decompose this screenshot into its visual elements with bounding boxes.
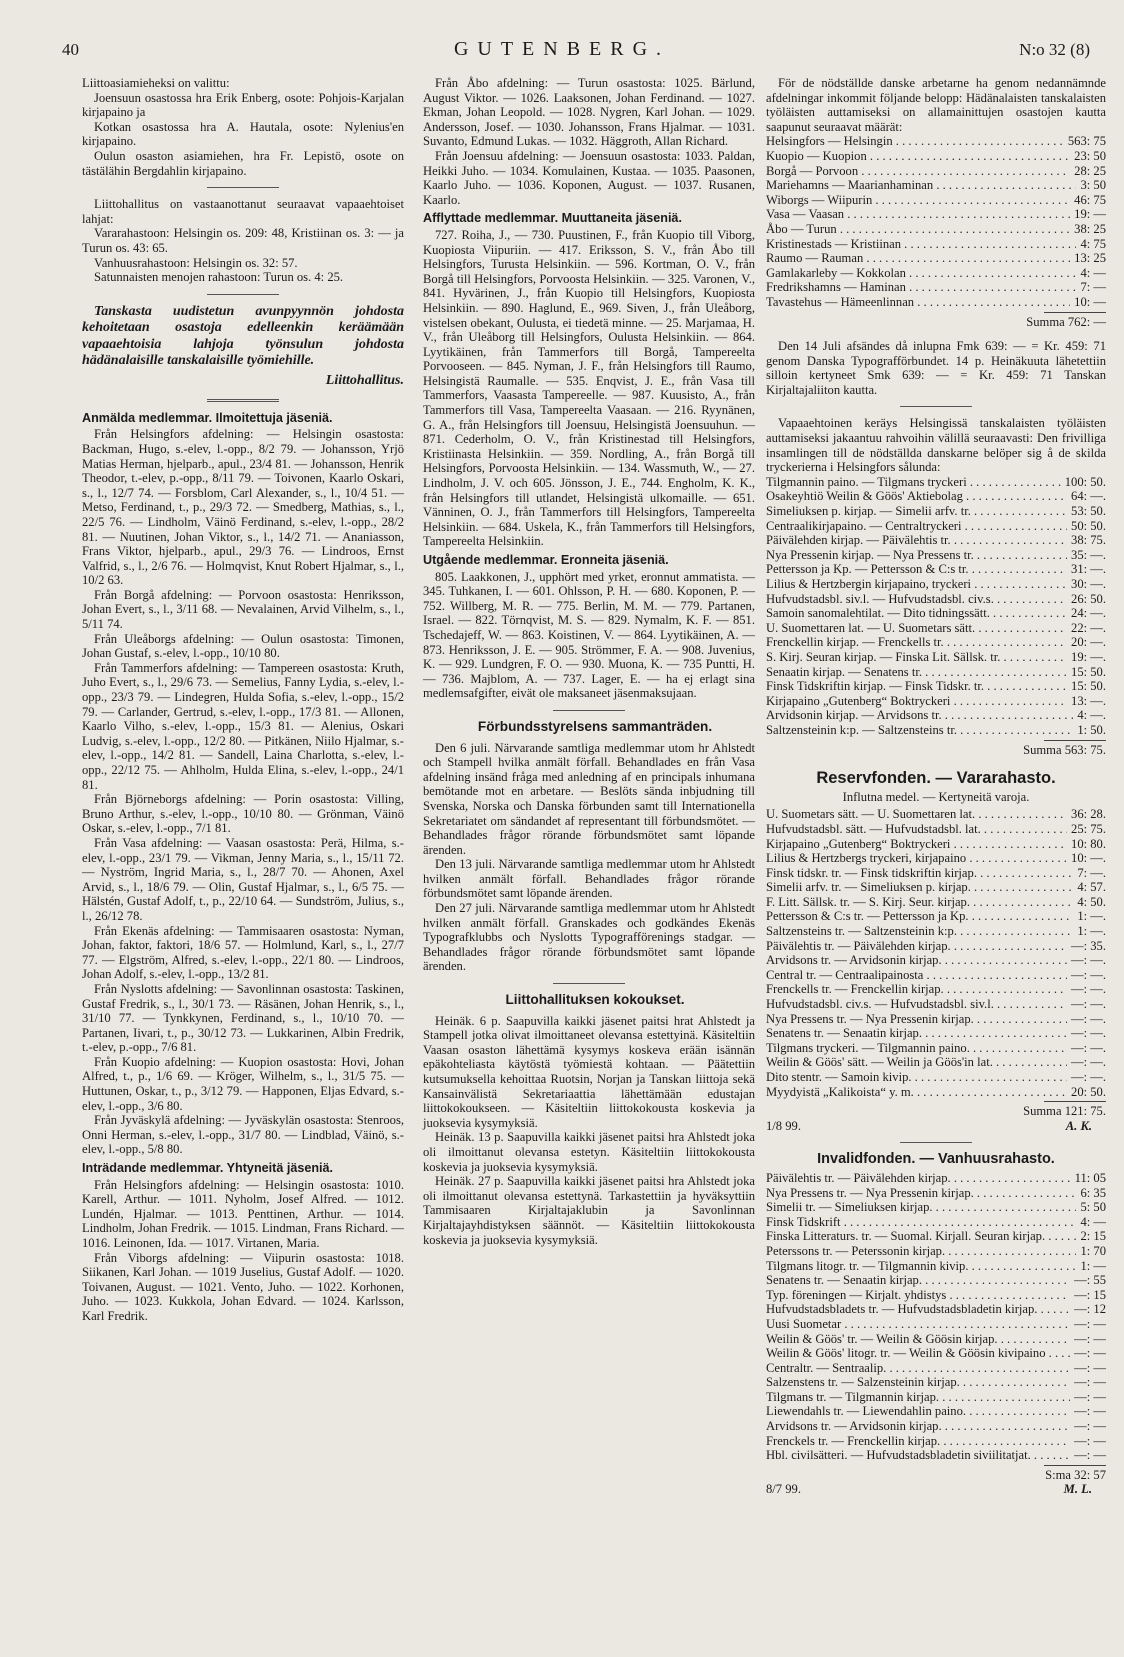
- divider: [207, 399, 279, 402]
- ledger-row: [766, 1085, 1106, 1100]
- ledger-label: Hufvudstadsbladets tr. — Hufvudstadsbladetin kirjap. . . .: [766, 1302, 1070, 1317]
- ledger-label: Typ. föreningen — Kirjalt. yhdistys . . .: [766, 1288, 1070, 1303]
- gifts-item: Satunnaisten menojen rahastoon: Turun os. 4: 25.: [94, 270, 344, 285]
- ledger-row: [766, 489, 1106, 504]
- ledger-label: Nya Pressenin kirjap. — Nya Pressens tr. . . .: [766, 548, 1067, 563]
- page-header: [0, 38, 1124, 66]
- column-2: [423, 76, 755, 1247]
- gifts-intro: Liittohallitus on vastaanottanut seuraavat vapaaehtoiset lahjat:: [82, 197, 404, 226]
- ledger-row: [766, 280, 1106, 295]
- ledger-row: [766, 519, 1106, 534]
- ledger-label: Uusi Suometar . . .: [766, 1317, 1070, 1332]
- branch-entry: Från Björneborgs afdelning: — Porin osastosta: Villing, Bruno Arthur, s.-elev, l.-opp., 10/10 80. — Grönman, Väinö Oskar, s.-elev, l.-opp., 7/1 81.: [82, 792, 404, 836]
- section-heading-utgaende: Utgående medlemmar. Eronneita jäseniä.: [423, 553, 669, 567]
- ledger-row: [766, 1244, 1106, 1259]
- agents-intro: Liittoasiamieheksi on valittu:: [82, 76, 230, 90]
- ledger-label: Vasa — Vaasan . . .: [766, 207, 1070, 222]
- branch-entry: Från Nyslotts afdelning: — Savonlinnan osastosta: Taskinen, Gustaf Fredrik, s., l., 30/1 73. — Räsänen, Johan Henrik, s., l., 31/10 77. — Tynkkynen, Ferdinand, s., l., 10/10 70. — Partanen, Iivari, t., p., 30/12 73. — Lukkarinen, Albin Fredrik, t.-elev, p.-opp., 7/6 81.: [82, 981, 404, 1055]
- reserv-total: Summa 121: 75.: [1023, 1104, 1106, 1119]
- ledger-label: Fredrikshamns — Haminan . . .: [766, 280, 1076, 295]
- meeting-entry: Heinäk. 6 p. Saapuvilla kaikki jäsenet paitsi hrat Ahlstedt ja Stampell jotka olivat ilmoittaneet olevansa estettyinä. Käsiteltiin Vaasan osaston lähettämä kysymys koskeva erään isännän epäkohteliasta käytöstä työmiestä kohtaan. — Päätettiin kutsumuksella kehoittaa Ruotsin, Norjan ja Tanskan liittoja sekä Kansainvälistä Sekretariaattia lähettämään edustajan liittokokoukseen. — Käsiteltiin liittokokousta koskevia ja juoksevia kysymyksiä.: [423, 1013, 755, 1130]
- ledger-amount: 100: 50.: [1064, 474, 1106, 489]
- ledger-row: [766, 1026, 1106, 1041]
- ledger-amount: 1: —: [1080, 1258, 1106, 1273]
- ledger-row: [766, 679, 1106, 694]
- ledger-label: Mariehamns — Maarianhaminan . . .: [766, 178, 1076, 193]
- ledger-label: Kirjapaino „Gutenberg“ Boktryckeri . . .: [766, 837, 1067, 852]
- ledger-label: Pettersson ja Kp. — Pettersson & C:s tr. . . .: [766, 562, 1067, 577]
- section-heading-forbund: Förbundsstyrelsens sammanträden.: [477, 718, 713, 734]
- column-1: [82, 76, 404, 1324]
- ledger-row: [766, 606, 1106, 621]
- appeal-signature: Liittohallitus.: [325, 373, 404, 389]
- inval-footer: [766, 1482, 1106, 1497]
- ledger-amount: —: —.: [1071, 1011, 1106, 1026]
- branch-entry: Från Borgå afdelning: — Porvoon osastosta: Henriksson, Johan Evert, s., l., 3/11 68. — Nevalainen, Arvid Vilhelm, s., l., 5/11 74.: [82, 587, 404, 632]
- ledger-amount: 4: 75: [1080, 236, 1106, 251]
- danish-contributions-list: [766, 134, 1106, 309]
- ledger-row: [766, 1055, 1106, 1070]
- agents-item: Kotkan osastossa hra A. Hautala, osote: Nylenius'en kirjapaino.: [82, 119, 404, 149]
- section-heading-liitto: Liittohallituksen kokoukset.: [505, 992, 685, 1008]
- ledger-amount: —: 12: [1074, 1302, 1106, 1317]
- ledger-label: Kristinestads — Kristiinan . . .: [766, 237, 1076, 252]
- issue-number: N:o 32 (8): [1019, 40, 1090, 59]
- ledger-amount: 22: —.: [1071, 620, 1106, 635]
- section-heading-afflyttade: Afflyttade medlemmar. Muuttaneita jäseniä.: [423, 211, 682, 226]
- ledger-label: Arvidsons tr. — Arvidsonin kirjap. . . .: [766, 953, 1067, 968]
- ledger-label: Päivälehden kirjap. — Päivälehtis tr. . . .: [766, 533, 1067, 548]
- ledger-row: [766, 504, 1106, 519]
- ledger-amount: —: —: [1074, 1404, 1106, 1419]
- ledger-amount: 1: 50.: [1077, 722, 1106, 737]
- ledger-label: Nya Pressens tr. — Nya Pressenin kirjap. . . .: [766, 1186, 1076, 1201]
- ledger-label: F. Litt. Sällsk. tr. — S. Kirj. Seur. kirjap. . . .: [766, 895, 1073, 910]
- ledger-amount: —: —.: [1071, 1070, 1106, 1084]
- ledger-label: Kirjapaino „Gutenberg“ Boktryckeri . . .: [766, 694, 1067, 709]
- ledger-amount: —: —.: [1071, 997, 1106, 1012]
- ledger-row: [766, 1448, 1106, 1463]
- voluntary-total: Summa 563: 75.: [1023, 742, 1106, 757]
- ledger-label: Salzenstens tr. — Salzensteinin kirjap. . . .: [766, 1375, 1070, 1390]
- ledger-amount: —: —.: [1071, 1026, 1106, 1041]
- meeting-entry: Heinäk. 13 p. Saapuvilla kaikki jäsenet paitsi hra Ahlstedt joka oli ilmoittanut olevansa estetyn. Käsiteltiin liittokokousta koskevia ja juoksevia kysymyksiä.: [423, 1130, 755, 1174]
- voluntary-intro: Vapaaehtoinen keräys Helsingissä tanskalaisten työläisten auttamiseksi jakaantuu rahvoihin välillä seuraavasti: Den frivilliga insamlingen till de nödställda danskarne belöper sig å de skilda tryckerierna i Helsingfors sålunda:: [766, 416, 1106, 475]
- ledger-row: [766, 708, 1106, 723]
- voluntary-contributions-list: [766, 475, 1106, 738]
- ledger-row: [766, 997, 1106, 1012]
- ledger-amount: —: —: [1074, 1346, 1106, 1361]
- branch-entry: Från Uleåborgs afdelning: — Oulun osastosta: Timonen, Johan Gustaf, s.-elev, l.-opp., 10/10 80.: [82, 631, 404, 661]
- ledger-amount: 35: —.: [1071, 547, 1106, 562]
- section-heading-intradande: Inträdande medlemmar. Yhtyneitä jäseniä.: [82, 1161, 334, 1176]
- ledger-label: Myydyistä „Kalikoista“ y. m. . . .: [766, 1085, 1067, 1100]
- invalid-fund-list: [766, 1171, 1106, 1463]
- ledger-row: [766, 577, 1106, 592]
- reserv-title: Reservfonden. — Vararahasto.: [816, 769, 1056, 788]
- ledger-row: [766, 1375, 1106, 1390]
- reserv-date: 1/8 99.: [766, 1118, 801, 1133]
- ledger-amount: 2: 15: [1080, 1229, 1106, 1244]
- ledger-label: U. Suomettaren lat. — U. Suometars sätt. . . .: [766, 621, 1067, 636]
- ledger-amount: 1: —.: [1077, 924, 1106, 939]
- ledger-label: Finska Litteraturs. tr. — Suomal. Kirjall. Seuran kirjap. . . .: [766, 1229, 1076, 1244]
- ledger-row: [766, 178, 1106, 193]
- gifts-item: Vararahastoon: Helsingin os. 209: 48, Kristiinan os. 3: — ja Turun os. 43: 65.: [82, 226, 404, 255]
- ledger-row: [766, 1288, 1106, 1303]
- ledger-label: Päivälehtis tr. — Päivälehden kirjap. . . .: [766, 1171, 1071, 1186]
- ledger-row: [766, 266, 1106, 281]
- ledger-row: [766, 295, 1106, 310]
- ledger-amount: —: —.: [1071, 1040, 1106, 1055]
- ledger-amount: 50: 50.: [1071, 518, 1106, 533]
- ledger-amount: —: —.: [1071, 982, 1106, 997]
- agents-item: Oulun osaston asiamiehen, hra Fr. Lepistö, osote on tästälähin Bergdahlin kirjapaino.: [82, 148, 404, 178]
- ledger-amount: —: —.: [1071, 1055, 1106, 1070]
- sum-rule: [1044, 1465, 1106, 1466]
- ledger-label: Tilgmannin paino. — Tilgmans tryckeri . . .: [766, 475, 1061, 490]
- ledger-row: [766, 635, 1106, 650]
- sum-rule: [1044, 1101, 1106, 1102]
- ledger-label: Kuopio — Kuopion . . .: [766, 149, 1070, 164]
- ledger-amount: 53: 50.: [1071, 504, 1106, 519]
- ledger-amount: 20: 50.: [1071, 1084, 1106, 1099]
- ledger-row: [766, 134, 1106, 149]
- inval-total: S:ma 32: 57: [1045, 1467, 1106, 1482]
- masthead-title: GUTENBERG.: [453, 38, 671, 60]
- ledger-row: [766, 837, 1106, 852]
- ledger-label: Centraltr. — Sentraalip. . . .: [766, 1361, 1070, 1376]
- ledger-label: Pettersson & C:s tr. — Pettersson ja Kp. . . .: [766, 909, 1073, 924]
- ledger-amount: —: 15: [1074, 1287, 1106, 1302]
- branch-entry: Från Tammerfors afdelning: — Tampereen osastosta: Kruth, Juho Evert, s., l., 29/6 73. — Semelius, Fanny Lydia, s.-elev, l.-opp., 23/3 79. — Lindegren, Hulda Sofia, s.-elev, l.-opp., 15/2 79. — Carlander, Gertrud, s.-elev, l.-opp., 17/3 81. — Allonen, Kaarlo Vilho, s.-elev, l.-opp., 15/3 81. — Alenius, Oskari Ludvig, s.-elev, l.-opp., 12/2 80. — Pitkänen, Niilo Hjalmar, s.-elev, l.-opp., 14/2 81. — Sandell, Laina Charlotta, s.-elev, l.-opp., 22/12 75. — Ahlholm, Hulda Elina, s.-elev, l.-opp., 24/1 81.: [82, 660, 404, 792]
- ledger-label: Saltzensteinin k:p. — Saltzensteins tr. . . .: [766, 723, 1073, 738]
- ledger-row: [766, 1390, 1106, 1405]
- ledger-row: [766, 895, 1106, 910]
- ledger-row: [766, 1229, 1106, 1244]
- ledger-row: [766, 1259, 1106, 1274]
- ledger-label: Wiborgs — Wiipurin . . .: [766, 193, 1070, 208]
- ledger-row: [766, 164, 1106, 179]
- meeting-entry: Den 27 juli. Närvarande samtliga medlemmar utom hr Ahlstedt hvilken anmält förfall. Granskades och godkändes Ekenäs Typografklubbs och Nyslotts Typografförenings stadgar. — Behandlades frågor rörande förbundsmötet samt löpande ärenden.: [423, 901, 755, 974]
- ledger-amount: —: —: [1074, 1375, 1106, 1390]
- ledger-amount: 1: 70: [1080, 1243, 1106, 1258]
- ledger-amount: 10: —.: [1071, 851, 1106, 866]
- ledger-row: [766, 982, 1106, 997]
- ledger-row: [766, 866, 1106, 881]
- ledger-row: [766, 1419, 1106, 1434]
- ledger-amount: 23: 50: [1074, 148, 1106, 163]
- ledger-amount: 30: —.: [1071, 577, 1106, 591]
- ledger-amount: —: 55: [1074, 1273, 1106, 1288]
- ledger-row: [766, 1273, 1106, 1288]
- column-3: [766, 76, 1106, 1497]
- divider: [553, 983, 625, 984]
- ledger-amount: 15: 50.: [1071, 664, 1106, 679]
- ledger-row: [766, 1361, 1106, 1376]
- ledger-label: Hufvudstadsbl. civ.s. — Hufvudstadsbl. siv.l. . . .: [766, 997, 1067, 1012]
- ledger-row: [766, 149, 1106, 164]
- ledger-label: Hbl. civilsätteri. — Hufvudstadsbladetin siviilitatjat. . . .: [766, 1448, 1070, 1463]
- sum-rule: [1044, 312, 1106, 313]
- ledger-label: Simeliuksen p. kirjap. — Simelii arfv. tr. . . .: [766, 504, 1067, 519]
- ledger-amount: 563: 75: [1067, 134, 1106, 149]
- section-heading-anmalda: Anmälda medlemmar. Ilmoitettuja jäseniä.: [82, 410, 333, 425]
- danish-appeal: Tanskasta uudistetun avunpyynnön johdosta kehoitetaan osastoja edelleenkin keräämään vapaaehtoisia lahjoja työnsulun johdosta hädänalaisille tanskalaisille työmiehille.: [82, 303, 404, 368]
- ledger-amount: 11: 05: [1074, 1170, 1106, 1185]
- ledger-label: Frenckellin kirjap. — Frenckells tr. . . .: [766, 635, 1067, 650]
- ledger-label: Finsk Tidskriftin kirjap. — Finsk Tidskr. tr. . . .: [766, 679, 1067, 694]
- ledger-amount: —: —: [1074, 1389, 1106, 1404]
- ledger-label: Simelii arfv. tr. — Simeliuksen p. kirjap. . . .: [766, 880, 1073, 895]
- ledger-row: [766, 1070, 1106, 1085]
- ledger-label: Arvidsonin kirjap. — Arvidsons tr. . . .: [766, 708, 1073, 723]
- branch-entry: Från Kuopio afdelning: — Kuopion osastosta: Hovi, Johan Alfred, t., p., 1/6 69. — Kröger, Wilhelm, s., l., 31/5 75. — Huttunen, Oskar, t., p., 3/12 79. — Happonen, Eljas Edvard, s.-elev, l.-opp., 3/6 80.: [82, 1054, 404, 1113]
- divider: [553, 710, 625, 711]
- ledger-row: [766, 1317, 1106, 1332]
- inval-signature: M. L.: [1063, 1482, 1092, 1497]
- ledger-label: Liewendahls tr. — Liewendahlin paino. . . .: [766, 1404, 1070, 1419]
- ledger-amount: 13: 25: [1074, 251, 1106, 266]
- inval-title: Invalidfonden. — Vanhuusrahasto.: [817, 1151, 1055, 1168]
- ledger-row: [766, 548, 1106, 563]
- ledger-label: Åbo — Turun . . .: [766, 222, 1070, 237]
- ledger-row: [766, 1041, 1106, 1056]
- ledger-label: Weilin & Göös' sätt. — Weilin ja Göös'in lat. . . .: [766, 1055, 1067, 1070]
- divider: [207, 294, 279, 295]
- danish-note: Den 14 Juli afsändes då inlupna Fmk 639: — = Kr. 459: 71 genom Danska Typografförbundet. 14 p. Heinäkuuta lähetettiin silloin kertyneet Smk 639: — = Kr. 459: 71 Tanskan Kirjaltajaliiton kautta.: [766, 339, 1106, 397]
- ledger-row: [766, 665, 1106, 680]
- ledger-row: [766, 694, 1106, 709]
- ledger-row: [766, 475, 1106, 490]
- ledger-amount: 13: —.: [1071, 693, 1106, 708]
- ledger-label: Senatens tr. — Senaatin kirjap. . . .: [766, 1026, 1067, 1041]
- ledger-label: Saltzensteins tr. — Saltzensteinin k:p. . . .: [766, 924, 1073, 939]
- ledger-amount: 38: 75.: [1071, 533, 1106, 548]
- agents-item: Joensuun osastossa hra Erik Enberg, osote: Pohjois-Karjalan kirjapaino ja: [82, 90, 404, 120]
- ledger-label: Nya Pressens tr. — Nya Pressenin kirjap. . . .: [766, 1012, 1067, 1027]
- ledger-amount: 19: —.: [1071, 649, 1106, 664]
- ledger-label: Tilgmans tryckeri. — Tilgmannin paino. . . .: [766, 1041, 1067, 1056]
- ledger-row: [766, 851, 1106, 866]
- ledger-label: Frenckells tr. — Frenckellin kirjap. . . .: [766, 982, 1067, 997]
- ledger-row: [766, 1404, 1106, 1419]
- ledger-label: Tavastehus — Hämeenlinnan . . .: [766, 295, 1070, 310]
- ledger-row: [766, 222, 1106, 237]
- sum-rule: [1044, 740, 1106, 741]
- ledger-row: [766, 880, 1106, 895]
- ledger-row: [766, 1186, 1106, 1201]
- ledger-amount: —: —: [1074, 1419, 1106, 1434]
- branch-entry: Från Helsingfors afdelning: — Helsingin osastosta: 1010. Karell, Arthur. — 1011. Nyholm, Josef Alfred. — 1012. Lundén, Hjalmar. — 1013. Penttinen, Arthur. — 1014. Lindholm, Johan Fredrik. — 1015. Lindman, Frans Richard. — 1016. Leinonen, Ida. — 1017. Virtanen, Maria.: [82, 1177, 404, 1250]
- branch-entry: Från Jyväskylä afdelning: — Jyväskylän osastosta: Stenroos, Onni Herman, s.-elev, l.-opp., 31/7 80. — Lindblad, Väinö, s.-elev, l.-opp., 5/8 80.: [82, 1113, 404, 1157]
- branch-entry: Från Viborgs afdelning: — Viipurin osastosta: 1018. Siikanen, Karl Johan. — 1019 Juselius, Gustaf Adolf. — 1020. Toivanen, August. — 1021. Vento, Juho. — 1022. Korhonen, Juho. — 1023. Kukkola, Johan Edvard. — 1024. Karlsson, Karl Fredrik.: [82, 1250, 404, 1323]
- ledger-amount: 3: 50: [1080, 178, 1106, 193]
- ledger-row: [766, 1171, 1106, 1186]
- ledger-row: [766, 1332, 1106, 1347]
- divider: [900, 1142, 972, 1143]
- ledger-label: Centraalikirjapaino. — Centraltryckeri . . .: [766, 519, 1067, 534]
- ledger-row: [766, 1200, 1106, 1215]
- ledger-row: [766, 562, 1106, 577]
- ledger-label: Weilin & Göös' tr. — Weilin & Göösin kirjap. . . .: [766, 1332, 1070, 1347]
- ledger-label: Lilius & Hertzbergin kirjapaino, tryckeri . . .: [766, 577, 1067, 592]
- ledger-row: [766, 251, 1106, 266]
- meeting-entry: Den 13 juli. Närvarande samtliga medlemmar utom hr Ahlstedt hvilken anmält förfall. Behandlades frågor rörande förbundsmötet samt löpande ärenden.: [423, 857, 755, 901]
- ledger-amount: 10: —: [1074, 294, 1106, 309]
- reserv-subtitle: Influtna medel. — Kertyneitä varoja.: [842, 789, 1030, 804]
- ledger-row: [766, 237, 1106, 252]
- ledger-label: Hufvudstadsbl. sätt. — Hufvudstadsbl. lat. . . .: [766, 822, 1067, 837]
- ledger-row: [766, 1346, 1106, 1361]
- danish-total: Summa 762: —: [1026, 314, 1106, 329]
- ledger-amount: 64: —.: [1071, 489, 1106, 504]
- ledger-amount: 10: 80.: [1071, 836, 1106, 851]
- ledger-row: [766, 621, 1106, 636]
- ledger-amount: 26: 50.: [1071, 591, 1106, 606]
- ledger-label: Weilin & Göös' litogr. tr. — Weilin & Göösin kivipaino . . .: [766, 1346, 1070, 1361]
- ledger-label: Simelii tr. — Simeliuksen kirjap. . . .: [766, 1200, 1076, 1215]
- ledger-amount: 7: —.: [1077, 865, 1106, 880]
- ledger-label: Hufvudstadsbl. siv.l. — Hufvudstadsbl. civ.s. . . .: [766, 592, 1067, 607]
- ledger-row: [766, 822, 1106, 837]
- ledger-amount: —: —: [1074, 1331, 1106, 1346]
- ledger-row: [766, 193, 1106, 208]
- ledger-label: S. Kirj. Seuran kirjap. — Finska Lit. Sällsk. tr. . . .: [766, 650, 1067, 665]
- ledger-amount: 6: 35: [1080, 1185, 1106, 1200]
- danish-intro: För de nödställde danske arbetarne ha genom nedannämnde afdelningar inkommit följande belopp: Hädänalaisten tanskalaisten työläisten auttamiseksi on allamainittujen osastojen kautta saapunut seuraavat määrät:: [766, 76, 1106, 134]
- ledger-row: [766, 953, 1106, 968]
- reserv-fund-list: [766, 807, 1106, 1099]
- ledger-label: Dito stentr. — Samoin kivip. . . .: [766, 1070, 1067, 1085]
- ledger-row: [766, 1012, 1106, 1027]
- branch-entry: Från Ekenäs afdelning: — Tammisaaren osastosta: Nyman, Johan, faktor, faktori, 18/6 57. — Holmlund, Karl, s., l., 27/7 77. — Elgström, Alfred, s.-elev, l.-opp., 22/1 80. — Lindroos, Johan Adolf, s.-elev, l.-opp., 13/2 81.: [82, 923, 404, 982]
- ledger-label: Samoin sanomalehtilat. — Dito tidningssätt. . . .: [766, 606, 1067, 621]
- ledger-amount: 4: —: [1080, 265, 1106, 280]
- ledger-amount: 24: —.: [1071, 606, 1106, 621]
- ledger-amount: —: —: [1074, 1316, 1106, 1331]
- reserv-signature: A. K.: [1065, 1118, 1092, 1133]
- branch-entry: Från Vasa afdelning: — Vaasan osastosta: Perä, Hilma, s.-elev, l.-opp., 23/1 79. — Vikman, Jenny Maria, s., l., 15/11 72. — Nyström, Ingrid Maria, s., l., 28/7 70. — Ahonen, Axel Arvid, s., l., 18/6 79. — Olin, Gustaf Hjalmar, s., l., 6/5 75. — Hälstén, Gustaf Adolf, t., p., 22/10 64. — Sundström, Julius, s., l., 26/12 78.: [82, 835, 404, 923]
- ledger-row: [766, 968, 1106, 983]
- ledger-row: [766, 1434, 1106, 1449]
- ledger-label: Osakeyhtiö Weilin & Göös' Aktiebolag . . .: [766, 489, 1067, 504]
- ledger-label: Peterssons tr. — Peterssonin kirjap. . . .: [766, 1244, 1076, 1259]
- ledger-label: Senatens tr. — Senaatin kirjap. . . .: [766, 1273, 1070, 1288]
- ledger-amount: —: —.: [1071, 967, 1106, 982]
- ledger-label: Helsingfors — Helsingin . . .: [766, 134, 1064, 149]
- divider: [900, 406, 972, 407]
- gifts-item: Vanhuusrahastoon: Helsingin os. 32: 57.: [94, 255, 298, 270]
- ledger-amount: 36: 28.: [1071, 807, 1106, 822]
- ledger-row: [766, 939, 1106, 954]
- ledger-amount: 1: —.: [1077, 909, 1106, 924]
- ledger-amount: 20: —.: [1071, 635, 1106, 650]
- ledger-amount: 5: 50: [1080, 1200, 1106, 1215]
- ledger-amount: 19: —: [1074, 207, 1106, 222]
- ledger-row: [766, 207, 1106, 222]
- reserv-footer: [766, 1119, 1106, 1134]
- ledger-amount: —: 35.: [1071, 938, 1106, 953]
- ledger-label: Senaatin kirjap. — Senatens tr. . . .: [766, 665, 1067, 680]
- ledger-amount: —: —.: [1071, 953, 1106, 968]
- afflyttade-text: 727. Roiha, J., — 730. Puustinen, F., från Kuopio till Viborg, Kuopiosta Viipuriin. — 417. Eriksson, S. V., från Åbo till Helsingfors, Turusta Helsinkiin. — 596. Kortman, O. V., från Borgå till Helsingfors, Porvoosta Helsinkiin. — 325. Varonen, V., 841. Hyvärinen, J., från Kuopio till Helsingfors, Kuopiosta Helsinkiin. — 890. Haglund, E., 969. Siven, J., från Uleåborg, vistelsen obekant, Oulusta, ei tiedetä minne. — 25. Marjamaa, H. V., från Uleåborg till Helsingfors, Oulusta Helsinkiin. — 864. Lyytikäinen, från Tammerfors till Borgå, Tampereelta Porvooseen. — 845. Nyman, J. F., från Helsingfors till Raumo, Helsingistä Raumalle. — 535. Enqvist, J. E., från Vasa till Tammerfors, Vaasasta Tampereelle. — 987. Kuusisto, A., från Tammerfors till Vasa, Tampereelta Vaasaan. — 216. Ryynänen, G. A., från Helsingfors till Joensuu, Helsingistä Joensuuhun. — 871. Cederholm, O. V., från Kristinestad till Helsingfors, Kristiinasta Helsinkiin. — 359. Nordling, A., från Borgå till Helsingfors, Porvoosta Helsinkiin. — 134. Wassmuth, W., — 27. Lindholm, J. V. och 605. Jönsson, J. E., 744. Engholm, K. K., från Helsingfors till utlandet, Helsingistä ulkomaille. — 651. Vänninen, O. J., från Tammerfors till Helsingfors, Tampereelta Helsinkiin. — 684. Uskela, K., från Tammerfors till Helsingfors, Tampereelta Helsinkiin.: [423, 227, 755, 549]
- ledger-row: [766, 1215, 1106, 1230]
- ledger-row: [766, 533, 1106, 548]
- ledger-row: [766, 1302, 1106, 1317]
- ledger-amount: 15: 50.: [1071, 679, 1106, 694]
- ledger-amount: 4: 57.: [1077, 880, 1106, 895]
- ledger-amount: 38: 25: [1074, 221, 1106, 236]
- ledger-label: Finsk tidskr. tr. — Finsk tidskriftin kirjap. . . .: [766, 866, 1073, 881]
- meeting-entry: Den 6 juli. Närvarande samtliga medlemmar utom hr Ahlstedt och Stampell hvilka anmält förfall. Behandlades en från Vasa afdelning insänd fråga med anledning af en principals inhumana bemötande mot en arbetare. — Beslöts sända inbjudning till Svenska, Norska och Danska förbunden samt till Internationella Sekretariatet om sändandet af representant till förbundsmötet. — Behandlades frågor rörande förbundsmötet samt löpande ärenden.: [423, 740, 755, 857]
- ledger-amount: —: —: [1074, 1360, 1106, 1375]
- branch-entry: Från Joensuu afdelning: — Joensuun osastosta: 1033. Paldan, Heikki Juho. — 1034. Komulainen, Kustaa. — 1035. Paasonen, Kaarlo Juho. — 1036. Koponen, August. — 1037. Rusanen, Kaarlo.: [423, 148, 755, 207]
- ledger-row: [766, 592, 1106, 607]
- ledger-label: Päivälehtis tr. — Päivälehden kirjap. . . .: [766, 939, 1067, 954]
- meeting-entry: Heinäk. 27 p. Saapuvilla kaikki jäsenet paitsi hra Ahlstedt joka oli ilmoittanut olevansa estettynä. Tarkastettiin ja hyväksyttiin Tammisaaren Kirjaltajaklubin ja Savonlinnan Kirjaltajayhdistyksen säännöt. — Käsiteltiin liittokokousta koskevia ja juoksevia kysymyksiä.: [423, 1174, 755, 1247]
- ledger-amount: —: —: [1074, 1448, 1106, 1463]
- divider: [207, 187, 279, 188]
- ledger-amount: 4: —.: [1077, 708, 1106, 723]
- ledger-row: [766, 909, 1106, 924]
- ledger-amount: 7: —: [1080, 280, 1106, 295]
- ledger-label: Gamlakarleby — Kokkolan . . .: [766, 266, 1076, 281]
- ledger-label: Central tr. — Centraalipainosta . . .: [766, 968, 1067, 983]
- ledger-amount: —: —: [1074, 1433, 1106, 1448]
- ledger-label: Finsk Tidskrift . . .: [766, 1215, 1076, 1230]
- ledger-label: Tilgmans litogr. tr. — Tilgmannin kivip. . . .: [766, 1259, 1076, 1274]
- ledger-amount: 25: 75.: [1071, 821, 1106, 836]
- ledger-amount: 4: 50.: [1077, 894, 1106, 909]
- inval-date: 8/7 99.: [766, 1482, 801, 1497]
- utgaende-text: 805. Laakkonen, J., upphört med yrket, eronnut ammatista. — 345. Tuhkanen, I. — 601. Ohlsson, P. H. — 680. Koponen, P. — 752. Willberg, M. R. — 775. Berlin, M. M. — 779. Partanen, Israel. — 822. Törnqvist, M. S. — 829. Nymalm, K. F. — 851. Tschedajeff, W. — 863. Koistinen, V. — 864. Lyytikäinen, A. — 873. Henriksson, J. E. — 905. Strömmer, F. A. — 908. Juvenius, K. — 929. Lundgren, F. O. — 930. Muona, K. — 735 Puntti, H. — 736. Majblom, A. — 737. Lager, E. — ha ej erlagt sina medlemsafgifter, eivät ole maksaneet jäsenmaksujaan.: [423, 569, 755, 701]
- ledger-amount: 4: —: [1080, 1214, 1106, 1229]
- ledger-row: [766, 807, 1106, 822]
- ledger-amount: 28: 25: [1074, 163, 1106, 178]
- ledger-row: [766, 924, 1106, 939]
- ledger-label: Borgå — Porvoon . . .: [766, 164, 1070, 179]
- ledger-amount: 46: 75: [1074, 192, 1106, 207]
- ledger-label: Frenckels tr. — Frenckellin kirjap. . . .: [766, 1434, 1070, 1449]
- page-number: 40: [62, 40, 79, 59]
- ledger-row: [766, 723, 1106, 738]
- branch-entry: Från Åbo afdelning: — Turun osastosta: 1025. Bärlund, August Viktor. — 1026. Laaksonen, Johan Ferdinand. — 1027. Ekman, Johan Leopold. — 1028. Nygren, Karl Johan. — 1029. Andersson, Josef. — 1030. Johansson, Frans Hjalmar. — 1031. Suvanto, Edmund Lukas. — 1032. Häggroth, Allan Richard.: [423, 76, 755, 149]
- ledger-label: Raumo — Rauman . . .: [766, 251, 1070, 266]
- ledger-label: U. Suometars sätt. — U. Suomettaren lat. . . .: [766, 807, 1067, 822]
- ledger-label: Tilgmans tr. — Tilgmannin kirjap. . . .: [766, 1390, 1070, 1405]
- ledger-amount: 31: —.: [1071, 562, 1106, 577]
- branch-entry: Från Helsingfors afdelning: — Helsingin osastosta: Backman, Hugo, s.-elev, l.-opp., 8/2 79. — Johansson, Yrjö Matias Herman, hjelparb., apul., 23/4 81. — Johansson, Henrik Theodor, t.-elev, p.-opp., 8/11 79. — Toivonen, Kaarlo Oskari, s., l., 12/7 74. — Forsblom, Carl Alexander, s., l., 10/4 51. — Metso, Ferdinand, t., p., 29/3 72. — Smedberg, Mathias, s., l., 22/5 76. — Lindholm, Väinö Ferdinand, s.-elev, l.-opp., 28/2 81. — Nuutinen, Johan Viktor, s., l., 14/2 71. — Ananiasson, Frans Viktor, hjelparb., apul., 29/3 76. — Lindroos, Ernst Valfrid, s., l., 2/6 76. — Holmqvist, Knut Robert Hjalmar, s., l., 10/2 63.: [82, 427, 404, 588]
- ledger-label: Lilius & Hertzbergs tryckeri, kirjapaino . . .: [766, 851, 1067, 866]
- ledger-label: Arvidsons tr. — Arvidsonin kirjap. . . .: [766, 1419, 1070, 1434]
- ledger-row: [766, 650, 1106, 665]
